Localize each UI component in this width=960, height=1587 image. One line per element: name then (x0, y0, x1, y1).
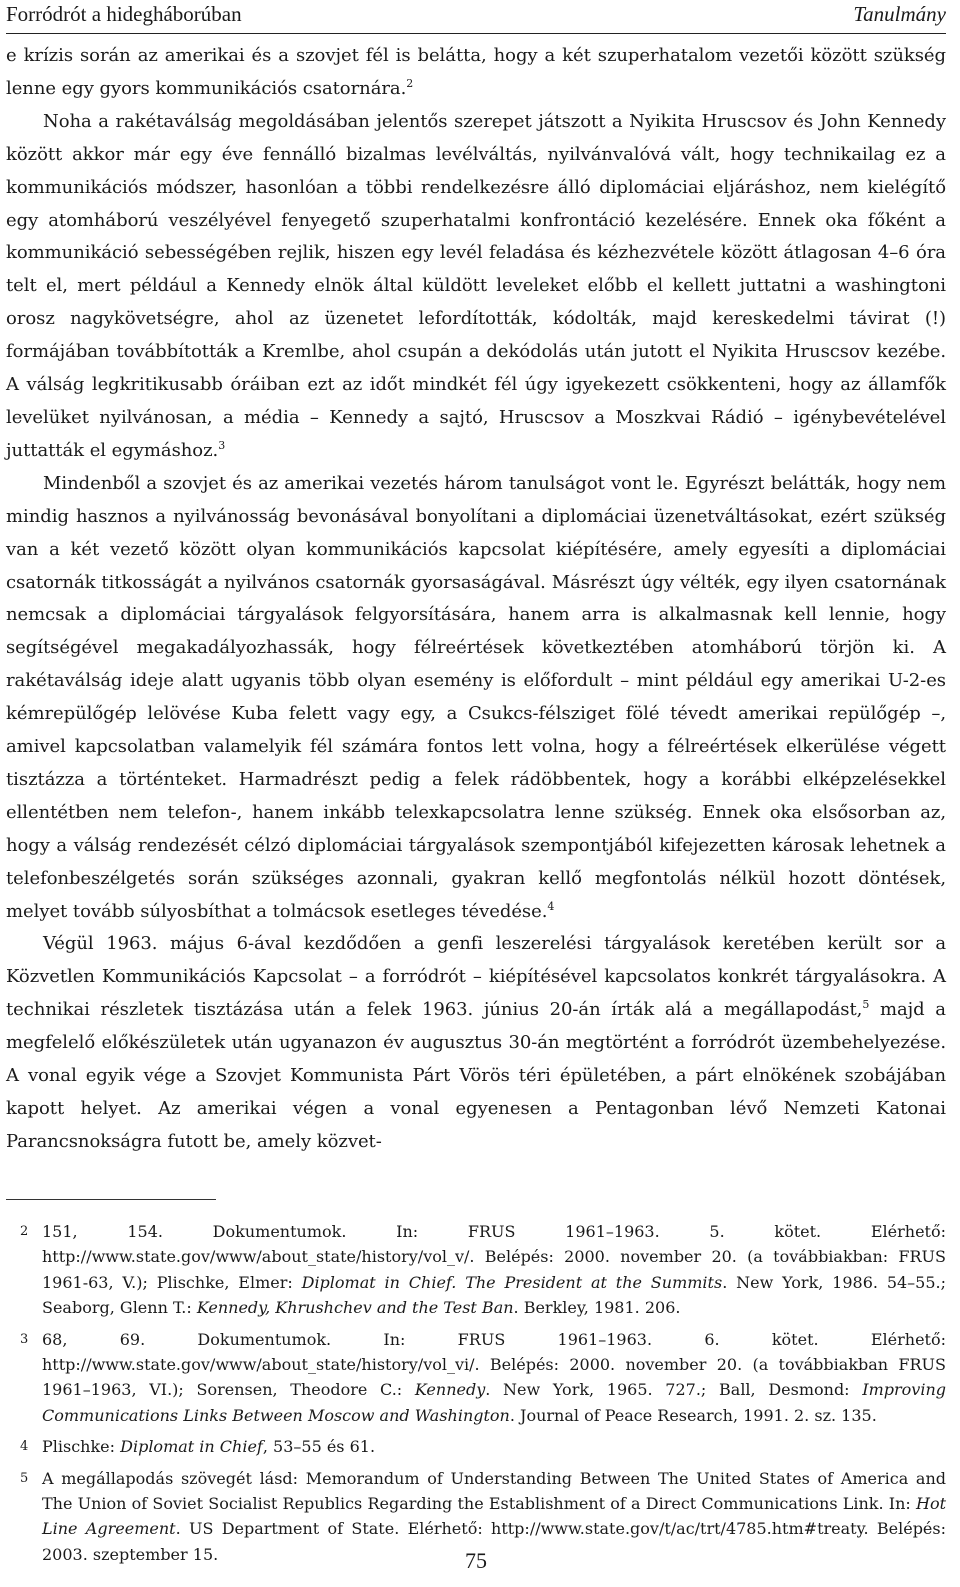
footnote-divider (6, 1199, 216, 1200)
footnote-ref-3[interactable]: 3 (218, 438, 226, 452)
footnote-ref-4[interactable]: 4 (547, 899, 555, 913)
footnote-text: . Berkley, 1981. 206. (513, 1298, 681, 1318)
paragraph-4: Végül 1963. május 6-ával kezdődően a genfi leszerelési tárgyalások keretében került sor a Közvetlen Kommunikációs Kapcsolat – a forródrót – kiépítésével kapcsolatos konkrét tárgyalásokra. A technikai részletek tisztázása után a felek 1963. június 20-án írták alá a megállapodást,$^5$ majd a megfelelő előkészületek után ugyanazon év augusztus 30-án megtörtént a forródrót üzembehelyezése. A vonal egyik vége a Szovjet Kommunista Párt Vörös téri épületében, a párt elnökének szobájában kapott helyet. Az amerikai végen a vonal egyenesen a Pentagonban lévő Nemzeti Katonai Parancsnokságra futott be, amely közvet- (6, 933, 946, 1152)
footnote-number: 2 (20, 1224, 29, 1239)
footnote-2 (6, 1219, 946, 1321)
footnote-title: Hot Line Agreement (42, 1494, 946, 1539)
footnote-text: . Journal of Peace Research, 1991. 2. sz. 135. (509, 1405, 877, 1425)
footnote-text: . New York, 1965. 727.; Ball, Desmond: (485, 1380, 863, 1400)
footnote-ref-2[interactable]: 2 (406, 76, 414, 90)
footnote-text: 68, 69. Dokumentumok. In: FRUS 1961–1963. 6. kötet. Elérhető: http://www.state.gov/www/about_state/history/vol_vi/. Belépés: 2000. november 20. (a továbbiakban FRUS 1961–1963, VI.); Sorensen, Theodore C.: (42, 1329, 946, 1400)
footnote-title: Kennedy (414, 1380, 486, 1400)
body-text (6, 40, 946, 1159)
footnote-text: A megállapodás szövegét lásd: Memorandum of Understanding Between The United States of America and The Union of Soviet Socialist Republics Regarding the Establishment of a Direct Communications Link. In: (42, 1468, 946, 1514)
paragraph-3: Mindenből a szovjet és az amerikai vezetés három tanulságot vont le. Egyrészt belátták, hogy nem mindig hasznos a nyilvánosság bevonásával bonyolítani a diplomáciai üzenetváltásokat, ezért szükség van a két vezető között olyan kommunikációs kapcsolat kiépítésére, amely egyesíti a diplomáciai csatornák titkosságát a nyilvános csatornák gyorsaságával. Másrészt úgy vélték, egy ilyen csatornának nemcsak a diplomáciai tárgyalások felgyorsítására, hanem arra is alkalmasnak kell lennie, hogy segítségével megakadályozhassák, hogy félreértések következtében atomháború törjön ki. A rakétaválság ideje alatt ugyanis több olyan esemény is előfordult – mint például egy amerikai U-2-es kémrepülőgép lelövése Kuba felett vagy egy, a Csukcs-félsziget fölé tévedt amerikai repülőgép –, amivel kapcsolatban valamelyik fél számára fontos lett volna, hogy a félreértések elkerülése végett tisztázza a történteket. Harmadrészt pedig a felek rádöbbentek, hogy a korábbi elképzelésekkel ellentétben nem telefon-, hanem inkább telexkapcsolatra lenne szükség. Ennek oka elsősorban az, hogy a válság rendezését célzó diplomáciai tárgyalások szempontjából kifejezetten károsak lehetnek a telefonbeszélgetés során szükséges azonnali, gyakran kellő megfontolás nélkül hozott döntések, melyet tovább súlyosbíthat a tolmácsok esetleges tévedése.$^4$ (6, 472, 946, 922)
footnote-title: Improving Communications Links Between Moscow and Washington (42, 1380, 946, 1425)
header-title: Forródrót a hidegháborúban (6, 2, 242, 26)
page-number: 75 (465, 1548, 487, 1573)
footnote-text: 151, 154. Dokumentumok. In: FRUS 1961–1963. 5. kötet. Elérhető: http://www.state.gov/www/about_state/history/vol_v/. Belépés: 2000. november 20. (a továbbiakban: FRUS 1961-63, V.); Plischke, Elmer: (42, 1222, 946, 1292)
footnote-number: 3 (20, 1331, 29, 1347)
footnotes (6, 1219, 946, 1573)
footnote-text: . New York, 1986. 54–55.; Seaborg, Glenn T.: (42, 1272, 947, 1318)
footnote-text: . US Department of State. Elérhető: http://www.state.gov/t/ac/trt/4785.htm#treaty. Belépés: 2003. szeptember 15. (42, 1519, 947, 1564)
paragraph-2: Noha a rakétaválság megoldásában jelentős szerepet játszott a Nyikita Hruscsov és John Kennedy között akkor már egy éve fennálló bizalmas levélváltás, nyilvánvalóvá vált, hogy technikailag ez a kommunikációs módszer, hasonlóan a többi rendelkezésre álló diplomáciai eljáráshoz, nem kielégítő egy atomháború veszélyével fenyegető szuperhatalmi konfrontáció kezelésére. Ennek oka főként a kommunikáció sebességében rejlik, hiszen egy levél feladása és kézhezvétele között átlagosan 4–6 óra telt el, mert például a Kennedy elnök által küldött leveleket előbb el kellett juttatni a washingtoni orosz nagykövetségre, ahol az üzenetet lefordították, kódolták, majd kereskedelmi távirat (!) formájában továbbították a Kremlbe, ahol csupán a dekódolás után jutott el Nyikita Hruscsov kezébe. A válság legkritikusabb óráiban ezt az időt mindkét fél úgy igyekezett csökkenteni, hogy az államfők levelüket nyilvánosan, a média – Kennedy a sajtó, Hruscsov a Moszkvai Rádió – igénybevételével juttatták el egymáshoz.$^3$ (6, 110, 946, 461)
footnote-text: , 53–55 és 61. (262, 1437, 376, 1457)
footnote-title: Kennedy, Khrushchev and the Test Ban (196, 1298, 514, 1318)
footnote-text: Plischke: (42, 1437, 121, 1457)
footnote-title: Diplomat in Chief (120, 1437, 263, 1457)
paragraph-1: e krízis során az amerikai és a szovjet fél is belátta, hogy a két szuperhatalom vezetői között szükség lenne egy gyors kommunikációs csatornára.$^2$ (6, 45, 946, 99)
footnote-title: Diplomat in Chief. The President at the Summits (301, 1272, 723, 1292)
header-section: Tanulmány (853, 2, 946, 26)
footnote-3 (6, 1327, 946, 1429)
footnote-ref-5[interactable]: 5 (862, 998, 870, 1012)
footnote-number: 5 (20, 1470, 29, 1486)
running-header (6, 0, 946, 34)
footnote-4 (6, 1434, 946, 1459)
footnote-number: 4 (20, 1439, 29, 1455)
